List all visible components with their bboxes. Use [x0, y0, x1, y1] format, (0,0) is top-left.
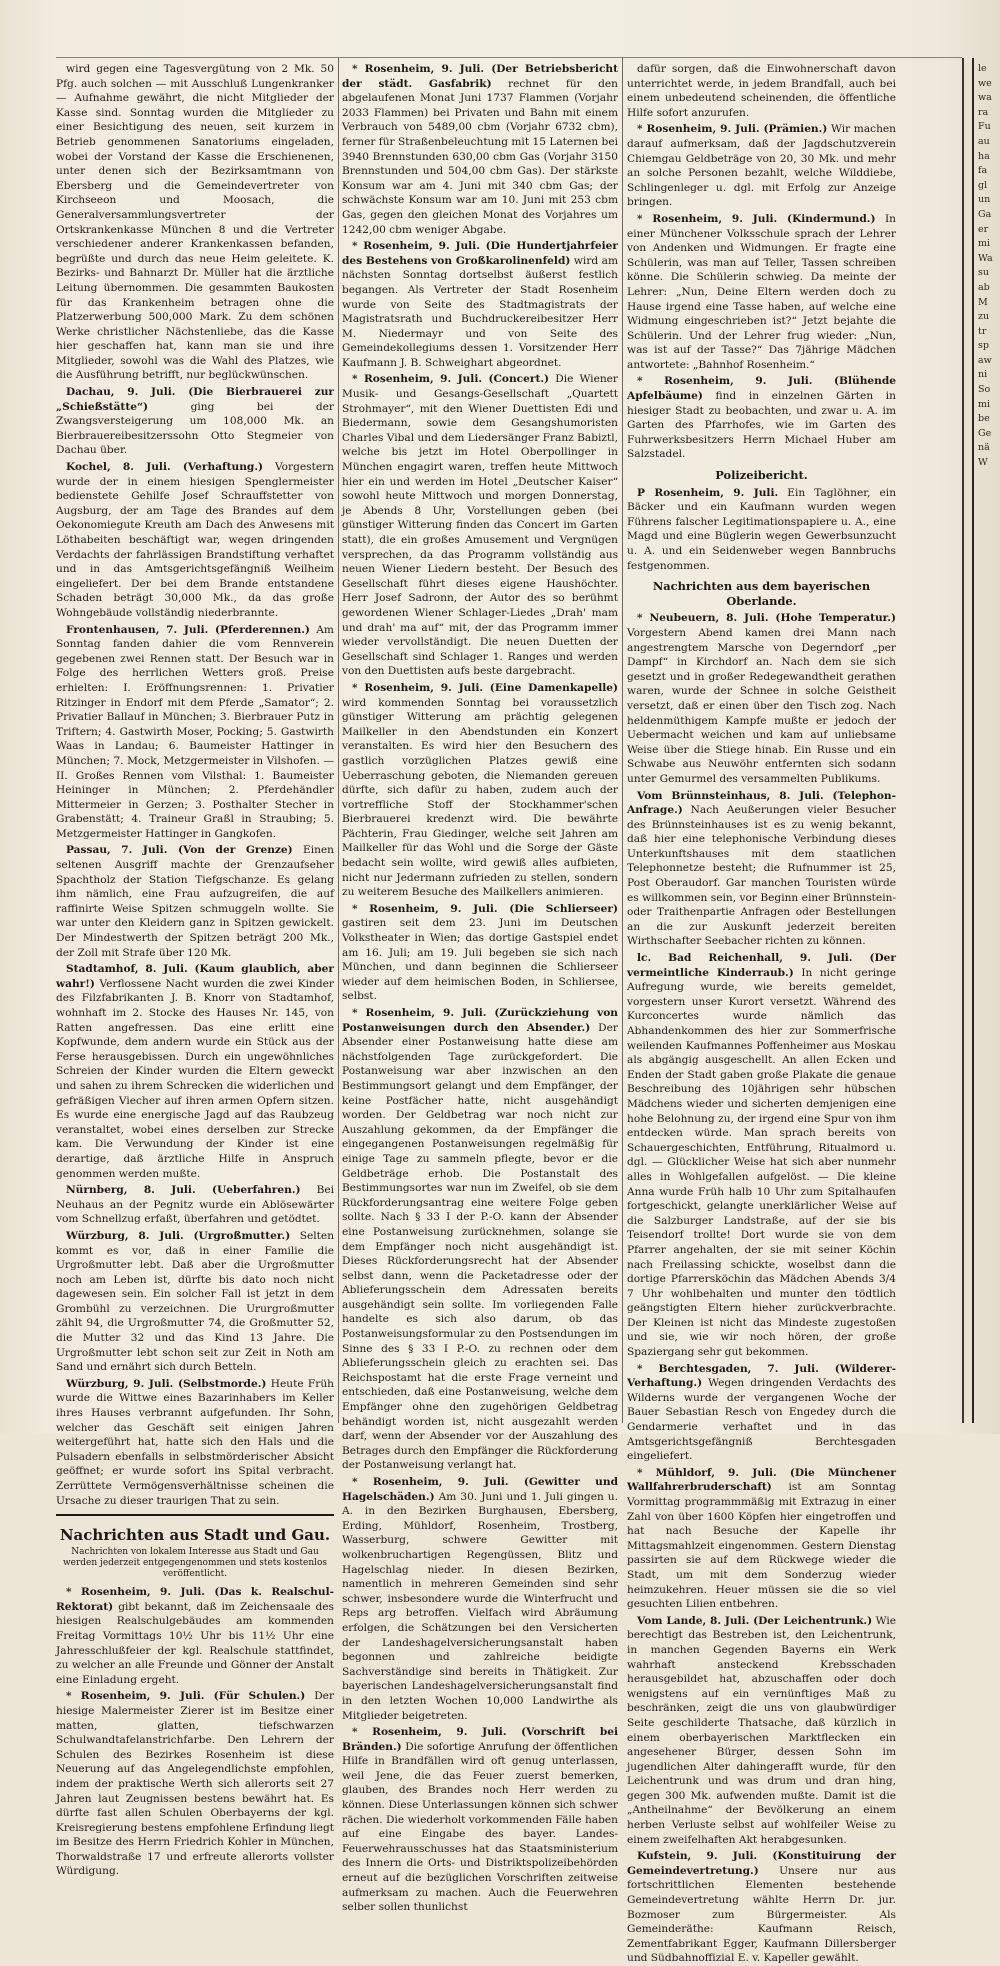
- edge-fragment: un: [978, 194, 991, 206]
- news-item-text: Am 30. Juni und 1. Juli gingen u. A. in den Bezirken Burghausen, Ebersberg, Erding, Mühldorf, Rosenheim, Trostberg, Wasserburg, schwere Gewitter mit wolkenbruchartigen Regengüssen, Blitz und Hagelschlag nieder. In diesen Bezirken, namentlich in mehreren Gemeinden sind sehr schwer, insbesondere wurde die Winterfrucht und Reps arg betroffen. Vielfach wird Abräumung erfolgen, die Schätzungen bei den Versicherten der Landeshagelversicherungsanstalt haben begonnen und zahlreiche beidigte Sachverständige sind bereits in Thätigkeit. Zur bayerischen Landeshagelversicherungsanstalt find in den letzten Wochen 10,000 Landwirthe als Mitglieder beigetreten.: [342, 1490, 618, 1722]
- news-item-dateline: Würzburg, 8. Juli. (Urgroßmutter.): [66, 1229, 291, 1242]
- news-item-text: gibt bekannt, daß im Zeichensaale des hiesigen Realschulgebäudes am kommenden Freitag Vormittags 10½ Uhr bis 11½ Uhr eine Jahresschlußfeier der kgl. Realschule stattfindet, zu welcher an alle Freunde und Gönner der Anstalt eine Einladung ergeht.: [56, 1600, 334, 1686]
- news-item: [342, 681, 618, 900]
- edge-fragment: be: [978, 413, 990, 425]
- news-item-text: Verflossene Nacht wurden die zwei Kinder des Filzfabrikanten J. B. Knorr von Stadtamhof, wohnhaft im 2. Stocke des Hauses Nr. 145, von Ratten angefressen. Das eine erlitt eine Kopfwunde, dem andern wurde ein Stück aus der Ferse herausgebissen. Durch ein ungewöhnliches Schreien der Kinder wurden die Eltern geweckt und sahen zu ihrem Schrecken die widerlichen und gefräßigen Viecher auf ihren armen Opfern sitzen. Es wurde eine energische Jagd auf das Raubzeug veranstaltet, wobei eines derselben zur Strecke kam. Die Verwundung der Kinder ist eine derartige, daß ärztliche Hilfe in Anspruch genommen werden mußte.: [56, 977, 334, 1180]
- news-item: [56, 460, 334, 621]
- news-item-text: Selten kommt es vor, daß in einer Familie die Urgroßmutter lebt. Daß aber die Urgroßmutter noch am Leben ist, dürfte bis dato noch nicht dagewesen sein. Ein solcher Fall ist jetzt in dem Grombühl zu verzeichnen. Die Ururgroßmutter zählt 94, die Urgroßmutter 74, die Großmutter 52, die Mutter 32 und das Kind 13 Jahre. Die Urgroßmutter lebt schon seit zur Zeit in Noth am Sand und ernährt sich durch Betteln.: [56, 1229, 335, 1374]
- news-item-dateline: * Mühldorf, 9. Juli. (Die Münchener Wallfahrerbruderschaft): [627, 1466, 896, 1494]
- edge-fragment: aw: [978, 354, 992, 366]
- edge-fragment: Wa: [978, 252, 993, 264]
- edge-fragment: mi: [978, 398, 991, 410]
- news-item-dateline: Kufstein, 9. Juli. (Konstituirung der Gemeindevertretung.): [627, 1850, 896, 1877]
- news-item-dateline: Würzburg, 9. Juli. (Selbstmorde.): [66, 1377, 267, 1390]
- news-item-dateline: * Rosenheim, 9. Juli. (Concert.): [352, 373, 550, 386]
- news-item-dateline: * Rosenheim, 9. Juli. (Prämien.): [637, 123, 828, 136]
- news-item-text: Vorgestern wurde der in einem hiesigen Spenglermeister bedienstete Gehilfe Josef Schrauffstetter von Augsburg, der am Tage des Brandes auf dem Oekonomiegute Kreuth am Dach des Anwesens mit Löthabeiten beschäftigt war, wegen dringenden Verdachts der fahrlässigen Brandstiftung verhaftet und in das Amtsgerichtsgefängniß Weilheim eingeliefert. Der bei dem Brande entstandene Schaden beträgt 30,000 Mk., da das große Wohngebäude vollständig niederbrannte.: [56, 461, 334, 619]
- news-item: [342, 902, 618, 1004]
- edge-fragment: fa: [978, 165, 988, 177]
- news-item-text: Ein Taglöhner, ein Bäcker und ein Kaufmann wurden wegen Führens falscher Legitimationspapiere u. A., eine Magd und eine Büglerin wegen Gewerbsunzucht u. A. und ein Seidenweber wegen Bannbruchs festgenommen.: [627, 486, 897, 572]
- news-item-dateline: Vom Lande, 8. Juli. (Der Leichentrunk.): [637, 1614, 873, 1627]
- news-item: [342, 62, 618, 237]
- news-item-dateline: P Rosenheim, 9. Juli.: [637, 486, 779, 499]
- text-column-3: [627, 62, 897, 1965]
- news-item-dateline: * Neubeuern, 8. Juli. (Hohe Temperatur.): [637, 612, 896, 625]
- news-item-dateline: * Rosenheim, 9. Juli. (Für Schulen.): [66, 1690, 306, 1703]
- news-item: [56, 62, 334, 383]
- edge-fragment: Ge: [978, 427, 992, 439]
- news-item: [56, 1229, 334, 1375]
- next-page-edge-fragments: [978, 62, 1000, 1422]
- news-item-text: In einer Münchener Volksschule sprach der Lehrer von Andenken und Widmungen. Er fragte eine Schülerin, was man auf Teller, Tassen schreiben könne. Die Schülerin schwieg. Da meinte der Lehrer: „Nun, Deine Eltern werden doch zu Hause irgend eine Tasse haben, auf welche eine Widmung eingeschrieben ist?“ Jetzt bejahte die Schülerin. Und der Lehrer frug wieder: „Nun, was ist auf der Tasse?“ Das 7jährige Mädchen antwortete: „Bahnhof Rosenheim.“: [627, 212, 896, 371]
- news-item: [627, 1466, 896, 1612]
- news-item-dateline: Dachau, 9. Juli. (Die Bierbrauerei zur „Schießstätte“): [56, 386, 334, 413]
- news-item-text: gastiren seit dem 23. Juni im Deutschen Volkstheater in Wien; das dortige Gastspiel endet am 16. Juli; am 19. Juli begeben sie sich nach München, und dann beginnen die Schlierseer wieder auf dem heimischen Boden, in Schliersee, selbst.: [342, 917, 618, 1003]
- news-item: [627, 374, 896, 462]
- edge-fragment: nä: [978, 442, 990, 454]
- news-item: [627, 1614, 896, 1848]
- news-item-dateline: Stadtamhof, 8. Juli. (Kaum glaublich, aber wahr!): [56, 963, 334, 990]
- edge-fragment: zu: [978, 311, 990, 323]
- news-item: [627, 62, 896, 120]
- news-item-dateline: lc. Bad Reichenhall, 9. Juli. (Der vermeintliche Kinderraub.): [627, 952, 896, 979]
- news-item-dateline: * Rosenheim, 9. Juli. (Kindermund.): [637, 212, 876, 225]
- text-column-1: [56, 62, 335, 1878]
- edge-fragment: au: [978, 135, 990, 147]
- news-item-text: Die Wiener Musik- und Gesangs-Gesellschaft „Quartett Strohmayer“, mit den Wiener Duettisten Edi und Biedermann, sowie dem Gesangshumoristen Charles Vibal und dem Liedersänger Franz Babiztl, welche bis jetzt im Hotel Oberpollinger in München engagirt waren, treffen heute Mittwoch hier ein und werden im Hotel „Deutscher Kaiser“ sowohl heute Mittwoch und morgen Donnerstag, je Abends 8 Uhr, Vorstellungen geben (bei günstiger Witterung finden das Concert im Garten statt), die ein großes Amusement und Vergnügen versprechen, da das Programm vollständig aus neuen Wiener Liedern besteht. Der Besuch des Gesellschaft führt dieses eigene Haushöchter. Herr Josef Sadronn, der Autor des so berühmt gewordenen Wiener Schlager-Liedes „Drah' mam und drah' ma auf“ mit, der das Programm immer wieder vervollständigt. Die neuen Duetten der Gesellschaft sind Schlager 1. Ranges und werden von den Duettisten aufs beste dargebracht.: [342, 373, 618, 678]
- news-item-text: Heute Früh wurde die Wittwe eines Bazarinhabers im Keller ihres Hauses verbrannt aufgefunden. Ihr Sohn, welcher das Geschäft seit einigen Jahren weitergeführt hat, hatte sich den Hals und die Pulsadern ebenfalls in selbstmörderischer Absicht geöffnet; er wurde sofort ins Spital verbracht. Zerrüttete Vermögensverhältnisse scheinen die Ursache zu dieser traurigen That zu sein.: [56, 1377, 334, 1507]
- edge-fragment: So: [978, 384, 991, 396]
- news-item-text: rechnet für den abgelaufenen Monat Juni 1737 Flammen (Vorjahr 2033 Flammen) bei Privaten und Bahn mit einem Verbrauch von 5489,00 cbm (Vorjahr 6732 cbm), ferner für Straßenbeleuchtung mit 15 Laternen bei 3940 Brennstunden 630,00 cbm Gas (Vorjahr 3150 Brennstunden und 504,00 cbm Gas). Der stärkste Konsum war am 4. Juni mit 340 cbm Gas; der schwächste Konsum war am 10. Juni mit 253 cbm Gas, gegen den gleichen Monat des Vorjahres um 1242,00 cbm weniger Abgabe.: [342, 77, 618, 236]
- news-item: [627, 486, 896, 574]
- news-item-text: Einen seltenen Ausgriff machte der Grenzaufseher Spachtholz der Station Tiefgschanze. Es gelang ihm nämlich, eine Frau aufzugreifen, die auf raffinirte Weise Spitzen schmuggeln wollte. Sie war unter den Kleidern ganz in Spitzen gewickelt. Der Mindestwerth der Spitzen beträgt 200 Mk., der Zoll mit Strafe über 120 Mk.: [56, 844, 335, 959]
- news-item: [56, 385, 334, 458]
- news-item: [342, 1725, 618, 1915]
- news-item-text: wird am nächsten Sonntag dortselbst äußerst festlich begangen. Als Vertreter der Stadt Rosenheim wurde von Seite des Stadtmagistrats der Magistratsrath und Buchdruckereibesitzer Herr M. Niedermayr und von Seite des Gemeindekollegiums dessen 1. Vorsitzender Herr Kaufmann J. B. Schweighart abgeordnet.: [342, 254, 619, 369]
- news-item: [627, 1362, 896, 1464]
- news-item-dateline: * Rosenheim, 9. Juli. (Gewitter und Hagelschäden.): [342, 1476, 618, 1503]
- news-item-text: In nicht geringe Aufregung wurde, wie bereits gemeldet, vorgestern unser Kurort versetzt. Während des Kurconcertes wurde nämlich das Abhandenkommen des hier zur Sommerfrische weilenden Kaufmannes Poffenheimer aus Moskau als abgängig ausgeschellt. An allen Ecken und Enden der Stadt gaben große Plakate die genaue Beschreibung des 10jährigen sehr hübschen Mädchens wieder und sicherten demjenigen eine hohe Belohnung zu, der irgend eine Spur von ihm entdecken würde. Man sprach bereits von Schauergeschichten, Entführung, Ritualmord u. dgl. — Glücklicher Weise hat sich aber nunmehr alles in Wohlgefallen aufgelöst. — Die kleine Anna wurde Früh halb 10 Uhr zum Spitalhaufen fortgeschickt, gelangte unerklärlicher Weise auf die Salzburger Landstraße, auf der sie bis Teisendorf trollte! Dort wurde sie von dem Pfarrer angehalten, der sie mit seiner Köchin nach Freilassing schickte, woselbst dann die dortige Pfarrersköchin das Mädchen Abends 3/4 7 Uhr wohlbehalten und munter den tödtlich geängstigten Eltern hieher zurückverbrachte. Der Kleinen ist nicht das Mindeste zugestoßen und sie, wie wir noch hören, der große Spaziergang sehr gut bekommen.: [627, 966, 896, 1359]
- edge-fragment: er: [978, 223, 989, 235]
- news-item-text: Vorgestern Abend kamen drei Mann nach angestrengtem Marsche von Degerndorf „per Dampf“ in Kirchdorf an. Nach dem sie sich gesetzt und in großer Redegewandtheit gerathen waren, wurde der Schnee in solche Geistheit versetzt, daß er einen über den Tisch zog. Nach heldenmüthigem Kampfe mußte er jedoch der Uebermacht weichen und kam auf unliebsame Weise über die Stiege hinab. Ein Russe und ein Schwabe aus Neuwöhr entfernten sich sodann unter Gemurmel des versammelten Publikums.: [627, 626, 896, 785]
- news-item: [627, 212, 896, 373]
- section-heading: Polizeibericht.: [715, 468, 808, 483]
- edge-fragment: le: [978, 63, 987, 74]
- news-item: [627, 122, 896, 210]
- news-item: [56, 1183, 334, 1227]
- text-column-2: [342, 62, 619, 1914]
- section-note: Nachrichten von lokalem Interesse aus Stadt und Gau werden jederzeit entgegengenommen und stets kostenlos veröffentlicht.: [62, 1547, 328, 1580]
- edge-fragment: ra: [978, 106, 989, 118]
- edge-fragment: sp: [978, 340, 989, 352]
- edge-fragment: ha: [978, 150, 990, 162]
- news-item-dateline: * Rosenheim, 9. Juli. (Zurückziehung von Postanweisungen durch den Absender.): [342, 1007, 618, 1034]
- news-item-text: find in einzelnen Gärten in hiesiger Stadt zu beobachten, und zwar u. A. im Garten des Pfarrhofes, wie im Garten des Fuhrwerksbesitzers Herrn Michael Huber am Salzstadel.: [627, 390, 896, 461]
- news-item-text: Der Absender einer Postanweisung hatte diese am nächstfolgenden Tage zurückgefordert. Die Postanweisung war aber inzwischen an den Bestimmungsort gelangt und dem Empfänger, der keine Postfächer hatte, nicht ausgehändigt worden. Der Geldbetrag war noch nicht zur Auszahlung gekommen, da der Empfänger die eingegangenen Postanweisungen regelmäßig für einige Tage zu sammeln pflegte, bevor er die Geldbeträge erhob. Die Postanstalt des Bestimmungsortes war nun im Zweifel, ob sie dem Rückforderungsantrag eine weitere Folge geben sollte. Nach § 33 I der P.-O. kann der Absender eine Postanweisung zurücknehmen, solange sie dem Empfänger noch nicht ausgehändigt ist. Dieses Rückforderungsrecht hat der Absender selbst dann, wenn die Packetadresse oder der Ablieferungsschein dem Adressaten bereits ausgehändigt sein sollte. Im vorliegenden Falle handelte es sich also darum, ob das Postanweisungsformular zu den Postsendungen im Sinne des § 33 I P.-O. zu rechnen oder dem Ablieferungsschein gleich zu erachten sei. Das Reichspostamt hat die erste Frage verneint und entschieden, daß eine Postanweisung, welche dem Empfänger ohne den zugehörigen Geldbetrag behändigt worden ist, nicht ausgezahlt werden darf, wenn der Absender vor der Auszahlung des Betrages durch den Empfänger die Rückforderung der Postanweisung verlangt hat.: [342, 1021, 618, 1472]
- page-edge-line: [972, 58, 974, 1423]
- news-item-dateline: Passau, 7. Juli. (Von der Grenze): [66, 844, 293, 857]
- column-divider: [338, 58, 339, 1423]
- news-item-text: Bei Neuhaus an der Pegnitz wurde ein Ablösewärter vom Schnellzug erfaßt, überfahren und getödtet.: [56, 1184, 335, 1226]
- news-item-dateline: Frontenhausen, 7. Juli. (Pferderennen.): [66, 623, 310, 636]
- news-item-text: Unsere nur aus fortschrittlichen Elementen bestehende Gemeindevertretung wählte Herrn Dr. jur. Bozmoser zum Bürgermeister. Als Gemeinderäthe: Kaufmann Reisch, Zementfabrikant Egger, Kaufmann Dillersberger und Südbahnoffizial E. v. Kapeller gewählt.: [627, 1864, 896, 1965]
- news-item-text: wird gegen eine Tagesvergütung von 2 Mk. 50 Pfg. auch solchen — mit Ausschluß Lungenkranker — Aufnahme gewährt, die nicht Mitglieder der Kasse sind. Sonntag wurden die Mitglieder zu einer Besichtigung des neuen, seit kurzem in Betrieb genommenen Sanatoriums eingeladen, wobei der Vorstand der Kasse die Erschienenen, unter denen sich der Bezirksamtmann von Ebersberg und die Gemeindevertreter von Kirchseeon und Moosach, die Generalversammlungsvertreter der Ortskrankenkasse München 8 und die Vertreter verschiedener anderer Krankenkassen befanden, begrüßte und durch das neue Heim geleitete. K. Bezirks- und Bahnarzt Dr. Müller hat die ärztliche Leitung übernommen. Die gesammten Baukosten für das Krankenheim betragen ohne die Platzerwerbung 500,000 Mark. Zu dem schönen Werke christlicher Nächstenliebe, das die Kasse hier geschaffen hat, kann man sie und ihre Mitglieder, sowohl was die Wahl des Platzes, wie die Ausführung betrifft, nur beglückwünschen.: [56, 63, 334, 382]
- news-item-text: Nach Aeußerungen vieler Besucher des Brünnsteinhauses ist es zu wenig bekannt, daß hier eine telephonische Verbindung dieses Unterkunftshauses mit dem staatlichen Telephonnetze besteht; die Rufnummer ist 25, Post Oberaudorf. Gar manchen Touristen würde es willkommen sein, vor Beginn einer Brünnstein- oder Traithenpartie Anfragen oder Bestellungen an die zur Auskunft jederzeit bereiten Wirthschafter Seebacher richten zu können.: [627, 804, 896, 948]
- news-item-dateline: * Rosenheim, 9. Juli. (Der Betriebsbericht der städt. Gasfabrik): [342, 63, 618, 90]
- news-item: [56, 1689, 334, 1879]
- top-rule: [56, 57, 962, 58]
- edge-fragment: mi: [978, 238, 991, 250]
- edge-fragment: su: [978, 267, 989, 279]
- edge-fragment: ab: [978, 281, 990, 293]
- news-item: [627, 789, 896, 950]
- news-item: [627, 1849, 896, 1966]
- news-item: [56, 962, 334, 1181]
- news-item-text: Der hiesige Malermeister Zierer ist im Besitze einer matten, glatten, tiefschwarzen Schulwandtafelanstrichfarbe. Den Lehrern der Schulen des Bezirkes Rosenheim ist diese Neuerung auf das Angelegendlichste empfohlen, indem der praktische Werth sich allerorts seit 27 Jahren laut Zeugnissen bestens bewährt hat. Es dürfte fast allen Schulen Oberbayerns der kgl. Kreisregierung bestens empfohlene Erfindung liegt im Besitze des Herrn Friedrich Kohler in München, Thorwaldstraße 17 und erfreute allerorts vollster Würdigung.: [56, 1690, 335, 1878]
- news-item-dateline: * Rosenheim, 9. Juli. (Das k. Realschul-Rektorat): [56, 1586, 334, 1613]
- edge-fragment: ni: [978, 369, 988, 381]
- news-item-dateline: Nürnberg, 8. Juli. (Ueberfahren.): [66, 1184, 301, 1197]
- news-item-dateline: Vom Brünnsteinhaus, 8. Juli. (Telephon-Anfrage.): [627, 789, 896, 817]
- news-item: [627, 951, 896, 1360]
- news-item: [56, 843, 334, 960]
- news-item-dateline: * Rosenheim, 9. Juli. (Vorschrift bei Bränden.): [342, 1726, 618, 1753]
- section-heading: Nachrichten aus dem bayerischen Oberlande.: [652, 579, 871, 608]
- news-item: [56, 1585, 334, 1687]
- edge-fragment: Fu: [978, 121, 991, 133]
- page-edge-line: [962, 58, 964, 1423]
- column-divider: [622, 58, 623, 1423]
- news-item-text: ging bei der Zwangsversteigerung um 108,000 Mk. an Bierbrauereibesitzerssohn Otto Stegmeier von Dachau über.: [56, 400, 334, 457]
- edge-fragment: wa: [978, 92, 992, 104]
- news-item-text: Wir machen darauf aufmerksam, daß der Jagdschutzverein Chiemgau Geldbeträge von 20, 30 Mk. und mehr an solche Personen bezahlt, welche Wilddiebe, Schlingenleger u. dgl. mit Erfolg zur Anzeige bringen.: [627, 123, 897, 209]
- news-item-text: Wegen dringenden Verdachts des Wilderns wurde der vergangenen Woche der Bauer Sebastian Resch von Engedey durch die Gendarmerie verhaftet und in das Amtsgerichtsgefängniß Berchtesgaden eingeliefert.: [627, 1377, 896, 1463]
- news-item-dateline: * Rosenheim, 9. Juli. (Die Schlierseer): [352, 902, 618, 915]
- news-item: [342, 239, 618, 370]
- news-item: [342, 372, 618, 678]
- news-item-text: dafür sorgen, daß die Einwohnerschaft davon unterrichtet werde, in jedem Brandfall, auch bei einem unbedeutend scheinenden, die öffentliche Hilfe sofort anzurufen.: [627, 63, 896, 119]
- news-item-text: Am Sonntag fanden dahier die vom Rennverein gegebenen zwei Rennen statt. Der Besuch war in Folge des herrlichen Wetters groß. Preise erhielten: I. Eröffnungsrennen: 1. Privatier Ritzinger in Endorf mit dem Pferde „Samator“; 2. Privatier Ballauf in München; 3. Bierbrauer Putz in Triftern; 4. Gastwirth Moser, Pocking; 5. Gastwirth Waas in Landau; 6. Baumeister Hattinger in München; 7. Mock, Metzgermeister in Vilshofen. — II. Großes Rennen vom Vilsthal: 1. Baumeister Heininger in München; 2. Pferdehändler Mittermeier in Gerzen; 3. Posthalter Stecher in Grabenstätt; 4. Traineur Graßl in Straubing; 5. Metzgermeister Hattinger in Gangkofen.: [56, 623, 334, 840]
- edge-fragment: W: [978, 457, 988, 469]
- news-item-text: Wie berechtigt das Bestreben ist, den Leichentrunk, in manchen Gegenden Bayerns ein Werk wahrhaft ansteckend Krebsschaden herausgebildet hat, abzuschaffen oder doch wenigstens auf ein vernünftiges Maß zu beschränken, zeigt die uns von glaubwürdiger Seite geschilderte Thatsache, daß kürzlich in einem oberbayerischen Marktflecken ein angesehener Bürger, dessen Sohn im jugendlichen Alter dahingerafft wurde, für den Leichentrunk und was drum und dran hing, gegen 300 Mk. aufwenden mußte. Damit ist die „Antheilnahme“ der Bevölkerung an einem herben Verluste selbst auf wohlfeiler Weise zu einem zweifelhaften Akt herabgesunken.: [627, 1614, 896, 1846]
- news-item: [342, 1006, 618, 1473]
- news-item-dateline: * Rosenheim, 9. Juli. (Die Hundertjahrfeier des Bestehens von Großkarolinenfeld): [342, 240, 618, 267]
- edge-fragment: we: [978, 77, 992, 89]
- news-item: [627, 611, 896, 786]
- news-item-dateline: * Berchtesgaden, 7. Juli. (Wilderer-Verhaftung.): [627, 1362, 896, 1390]
- news-item: [56, 1377, 334, 1508]
- news-item-text: ist am Sonntag Vormittag programmmäßig mit Extrazug in einer Zahl von über 1600 Köpfen hier eingetroffen und hat nach Besuche der Kapelle ihr Mittagsmahlzeit eingenommen. Gestern Dienstag passirten sie auf dem Rückwege wieder die Stadt, um mit dem Sonderzug wieder heimzukehren. Heuer müssen sie die so viel gesuchten Lilien entbehren.: [627, 1481, 896, 1611]
- edge-fragment: Ga: [978, 208, 992, 220]
- news-item: [56, 623, 334, 842]
- edge-fragment: gl: [978, 179, 988, 191]
- edge-fragment: tr: [978, 325, 987, 337]
- news-item-dateline: Kochel, 8. Juli. (Verhaftung.): [66, 461, 264, 474]
- news-item-text: wird kommenden Sonntag bei voraussetzlich günstiger Witterung am prächtig gelegenen Mailkeller in den Abendstunden ein Konzert veranstalten. Es wird hier den Besuchern des gastlich vorzüglichen Platzes gewiß eine Ueberraschung geboten, die Niemanden gereuen dürfte, sich dafür zu haben, zudem auch der vortreffliche Stoff der Stockhammer'schen Bierbrauerei kredenzt wird. Die bewährte Pächterin, Frau Giedinger, welche seit Jahren am Mailkeller für das Wohl und die Sorge der Gäste bedacht sein wollte, wird gewiß alles aufbieten, nicht nur Jedermann zufrieden zu stellen, sondern zu weiterem Besuche des Mailkellers animieren.: [342, 696, 618, 899]
- news-item-text: Die sofortige Anrufung der öffentlichen Hilfe in Brandfällen wird oft genug unterlassen, weil Jene, die das Feuer zuerst bemerken, glauben, des Brandes noch Herr werden zu können. Diese Unterlassungen können sich schwer rächen. Die wiederholt vorkommenden Fälle haben auf eine Eingabe des bayer. Landes-Feuerwehrausschusses hat das Staatsministerium des Innern die Orts- und Distriktspolizeibehörden erneut auf die bezüglichen Vorschriften zeitweise aufmerksam zu machen. Auch die Feuerwehren selber sollen thunlichst: [342, 1740, 618, 1914]
- edge-fragment: M: [978, 296, 988, 308]
- section-heading: Nachrichten aus Stadt und Gau.: [56, 1514, 334, 1544]
- news-item-dateline: * Rosenheim, 9. Juli. (Eine Damenkapelle): [352, 681, 618, 694]
- news-item-dateline: * Rosenheim, 9. Juli. (Blühende Apfelbäume): [627, 375, 896, 403]
- news-item: [342, 1475, 618, 1723]
